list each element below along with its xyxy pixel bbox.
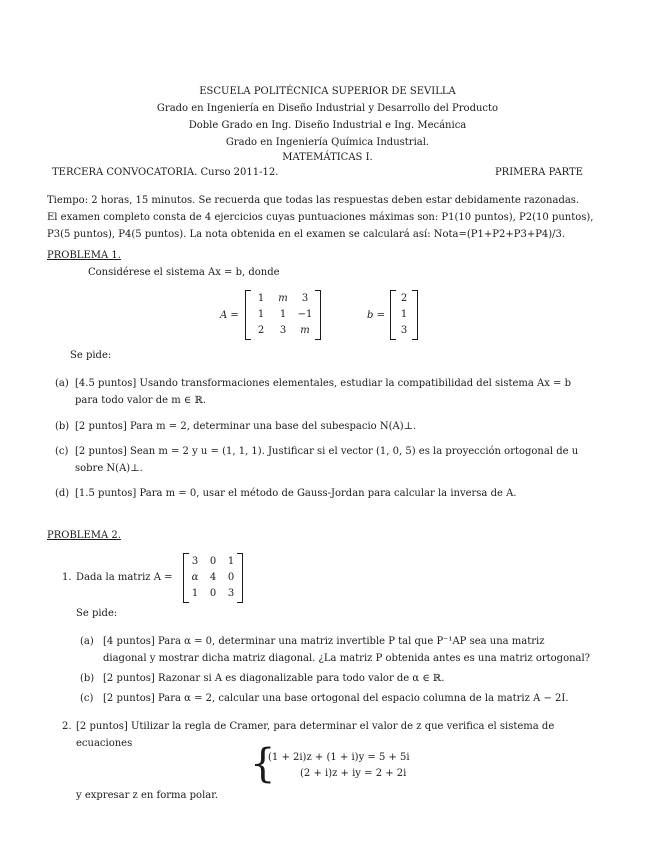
matrix-cell: 0 [209,588,217,599]
p1-item-a-line-2: para todo valor de m ∈ ℝ. [75,395,206,406]
degree-line-1: Grado en Ingeniería en Diseño Industrial y Desarrollo del Producto [156,103,499,114]
matrix-cell: 3 [227,588,235,599]
p2-item-c-line-1: [2 puntos] Para α = 2, calcular una base ortogonal del espacio columna de la matriz A − 2I. [103,693,569,704]
matrix-cell: 3 [191,556,199,567]
matrix-a-cell: 2 [257,325,265,336]
course-title: MATEMÁTICAS I. [282,152,373,163]
p1-item-c-line-1: [2 puntos] Sean m = 2 y u = (1, 1, 1). Justificar si el vector (1, 0, 5) es la proyección ortogonal de u [75,446,579,457]
matrix-cell: 1 [191,588,199,599]
school-name: ESCUELA POLITÉCNICA SUPERIOR DE SEVILLA [199,86,456,97]
final-instruction: y expresar z en forma polar. [76,790,219,801]
p2-item-a-tag: (a) [80,636,94,647]
matrix-a-cell: m [300,325,310,336]
matrix-a-cell: 1 [279,309,287,320]
problem-2-title: PROBLEMA 2. [47,530,121,541]
intro-line-1: Tiempo: 2 horas, 15 minutos. Se recuerda que todas las respuestas deben estar debidamente razonadas. [47,195,580,206]
equation-1: (1 + 2i)z + (1 + i)y = 5 + 5i [268,752,410,763]
vector-b-cell: 3 [400,325,408,336]
matrix-cell: 1 [227,556,235,567]
degree-line-3: Grado en Ingeniería Química Industrial. [225,137,430,148]
vector-b-label: b = [367,310,385,321]
p2-item-2-line-2: ecuaciones [76,738,133,749]
matrix-a [245,290,321,340]
p1-item-b-tag: (b) [55,421,70,432]
p2-item-a-line-1: [4 puntos] Para α = 0, determinar una matriz invertible P tal que P⁻¹AP sea una matriz [103,636,545,647]
degree-line-2: Doble Grado en Ing. Diseño Industrial e Ing. Mecánica [188,120,467,131]
matrix-cell: 0 [227,572,235,583]
matrix-a-cell: m [278,293,288,304]
p2-item-1-tag: 1. [62,572,72,583]
p1-item-c-line-2: sobre N(A)⊥. [75,463,143,474]
problem-1-se-pide: Se pide: [70,350,112,361]
matrix-a-label: A = [220,310,239,321]
vector-b-cell: 2 [400,293,408,304]
p2-item-c-tag: (c) [80,693,94,704]
system-brace: { [250,741,276,787]
matrix-a-problem-2 [183,553,243,603]
p1-item-a-line-1: [4.5 puntos] Usando transformaciones elementales, estudiar la compatibilidad del sistema Ax = b [75,378,572,389]
exam-part: PRIMERA PARTE [494,167,583,178]
p1-item-b-line-1: [2 puntos] Para m = 2, determinar una base del subespacio N(A)⊥. [75,421,417,432]
problem-1-title: PROBLEMA 1. [47,250,121,261]
p2-item-1-text: Dada la matriz A = [76,572,173,583]
matrix-cell: 0 [209,556,217,567]
p1-item-c-tag: (c) [55,446,69,457]
intro-line-2: El examen completo consta de 4 ejercicios cuyas puntuaciones máximas son: P1(10 puntos), P2(10 puntos), [47,212,594,223]
matrix-cell: α [191,572,199,583]
equation-2: (2 + i)z + iy = 2 + 2i [300,768,407,779]
vector-b [390,290,418,340]
matrix-a-cell: 1 [257,293,265,304]
p2-item-b-tag: (b) [80,673,95,684]
intro-line-3: P3(5 puntos), P4(5 puntos). La nota obtenida en el examen se calculará así: Nota=(P1+P2+P3+P4)/3. [47,229,566,240]
matrix-a-cell: 3 [279,325,287,336]
problem-2-se-pide: Se pide: [76,608,118,619]
p1-item-a-tag: (a) [55,378,69,389]
p2-item-b-line-1: [2 puntos] Razonar si A es diagonalizable para todo valor de α ∈ ℝ. [103,673,445,684]
exam-session: TERCERA CONVOCATORIA. Curso 2011-12. [52,167,279,178]
matrix-cell: 4 [209,572,217,583]
p2-item-a-line-2: diagonal y mostrar dicha matriz diagonal. ¿La matriz P obtenida antes es una matriz ortogonal? [103,653,591,664]
matrix-a-cell: −1 [297,309,313,320]
p1-item-d-line-1: [1.5 puntos] Para m = 0, usar el método de Gauss-Jordan para calcular la inversa de A. [75,488,517,499]
vector-b-cell: 1 [400,309,408,320]
matrix-a-cell: 3 [301,293,309,304]
p2-item-2-tag: 2. [62,721,72,732]
p1-item-d-tag: (d) [55,488,70,499]
matrix-a-cell: 1 [257,309,265,320]
problem-1-statement: Considérese el sistema Ax = b, donde [88,267,280,278]
p2-item-2-line-1: [2 puntos] Utilizar la regla de Cramer, para determinar el valor de z que verifica el sistema de [76,721,555,732]
